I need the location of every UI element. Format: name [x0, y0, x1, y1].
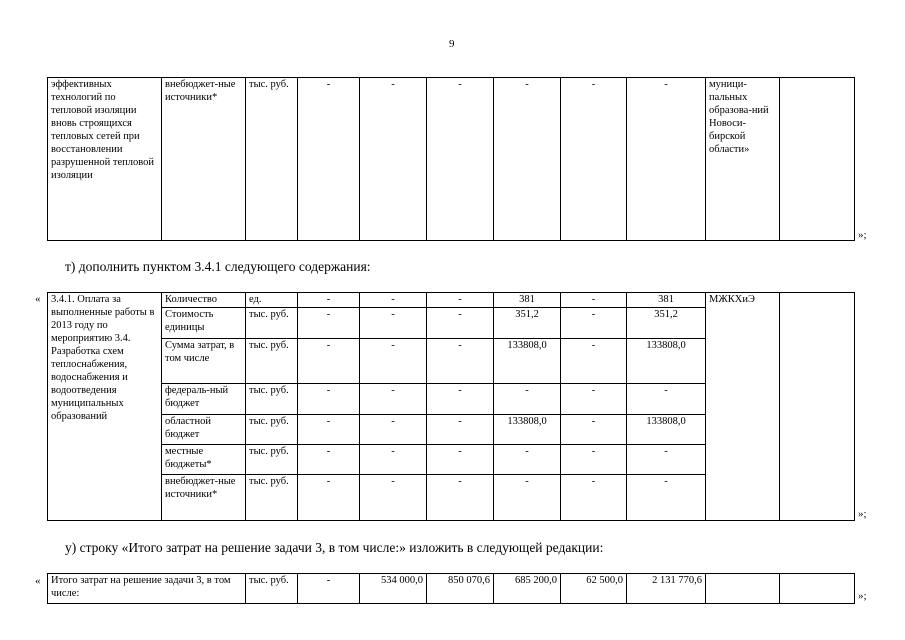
value-cell: -: [360, 338, 427, 384]
value-cell: 381: [494, 293, 561, 308]
value-cell: -: [427, 414, 494, 444]
total-label-cell: Итого затрат на решение задачи 3, в том числе:: [48, 574, 246, 604]
value-cell: -: [494, 444, 561, 474]
value-cell: 133808,0: [627, 414, 706, 444]
open-quote: «: [35, 293, 41, 305]
paragraph-t: т) дополнить пунктом 3.4.1 следующего содержания:: [65, 259, 371, 274]
paragraph-u: у) строку «Итого затрат на решение задачи 3, в том числе:» изложить в следующей редакции:: [65, 540, 604, 555]
value-cell: 351,2: [627, 308, 706, 338]
unit-cell: тыс. руб.: [246, 78, 298, 241]
measure-cell: эффективных технологий по тепловой изоляции вновь строящихся тепловых сетей при восстановлении разрушенной тепловой изоляции: [48, 78, 162, 241]
value-cell: -: [298, 574, 360, 604]
table-3-4-1: [47, 292, 855, 521]
value-cell: -: [427, 475, 494, 521]
page-number: 9: [449, 38, 455, 50]
unit-cell: ед.: [246, 293, 298, 308]
unit-cell: тыс. руб.: [246, 384, 298, 414]
value-cell: -: [360, 414, 427, 444]
indicator-cell: федераль-ный бюджет: [162, 384, 246, 414]
indicator-cell: Количество: [162, 293, 246, 308]
value-cell: 133808,0: [494, 414, 561, 444]
value-cell: 850 070,6: [427, 574, 494, 604]
value-cell: -: [427, 78, 494, 241]
value-cell: -: [298, 338, 360, 384]
indicator-cell: местные бюджеты*: [162, 444, 246, 474]
executor-cell: МЖКХиЭ: [706, 293, 780, 521]
table-total: [47, 573, 855, 604]
end-quote: »;: [858, 590, 867, 602]
value-cell: -: [561, 78, 627, 241]
value-cell: -: [360, 384, 427, 414]
value-cell: -: [360, 293, 427, 308]
value-cell: -: [627, 384, 706, 414]
value-cell: -: [494, 78, 561, 241]
value-cell: -: [561, 414, 627, 444]
value-cell: 133808,0: [627, 338, 706, 384]
value-cell: -: [427, 293, 494, 308]
unit-cell: тыс. руб.: [246, 574, 298, 604]
value-cell: -: [561, 444, 627, 474]
value-cell: -: [298, 384, 360, 414]
end-quote: »;: [858, 508, 867, 520]
unit-cell: тыс. руб.: [246, 444, 298, 474]
table-continuation: [47, 77, 855, 241]
value-cell: -: [298, 475, 360, 521]
value-cell: -: [561, 475, 627, 521]
value-cell: -: [360, 78, 427, 241]
value-cell: 534 000,0: [360, 574, 427, 604]
open-quote: «: [35, 575, 41, 587]
indicator-cell: областной бюджет: [162, 414, 246, 444]
value-cell: -: [627, 78, 706, 241]
value-cell: -: [427, 444, 494, 474]
value-cell: 685 200,0: [494, 574, 561, 604]
value-cell: -: [298, 293, 360, 308]
value-cell: -: [627, 444, 706, 474]
value-cell: -: [427, 384, 494, 414]
end-quote: »;: [858, 229, 867, 241]
value-cell: -: [360, 308, 427, 338]
unit-cell: тыс. руб.: [246, 338, 298, 384]
value-cell: -: [494, 384, 561, 414]
unit-cell: тыс. руб.: [246, 414, 298, 444]
indicator-cell: Сумма затрат, в том числе: [162, 338, 246, 384]
value-cell: -: [427, 308, 494, 338]
empty-cell: [780, 293, 855, 521]
value-cell: -: [360, 444, 427, 474]
value-cell: -: [561, 338, 627, 384]
value-cell: -: [561, 308, 627, 338]
value-cell: -: [298, 78, 360, 241]
unit-cell: тыс. руб.: [246, 475, 298, 521]
value-cell: -: [360, 475, 427, 521]
value-cell: 133808,0: [494, 338, 561, 384]
empty-cell: [780, 78, 855, 241]
value-cell: -: [298, 444, 360, 474]
measure-cell: 3.4.1. Оплата за выполненные работы в 2013 году по мероприятию 3.4. Разработка схем теплоснабжения, водоснабжения и водоотведения муниципальных образований: [48, 293, 162, 521]
indicator-cell: внебюджет-ные источники*: [162, 475, 246, 521]
value-cell: -: [627, 475, 706, 521]
empty-cell: [706, 574, 780, 604]
value-cell: -: [561, 384, 627, 414]
value-cell: -: [298, 308, 360, 338]
table-row: [48, 293, 855, 308]
value-cell: -: [427, 338, 494, 384]
executor-cell: муници-пальных образова-ний Новоси-бирской области»: [706, 78, 780, 241]
value-cell: -: [494, 475, 561, 521]
unit-cell: тыс. руб.: [246, 308, 298, 338]
indicator-cell: Стоимость единицы: [162, 308, 246, 338]
value-cell: 381: [627, 293, 706, 308]
value-cell: -: [561, 293, 627, 308]
source-cell: внебюджет-ные источники*: [162, 78, 246, 241]
value-cell: 2 131 770,6: [627, 574, 706, 604]
empty-cell: [780, 574, 855, 604]
value-cell: 62 500,0: [561, 574, 627, 604]
value-cell: -: [298, 414, 360, 444]
value-cell: 351,2: [494, 308, 561, 338]
